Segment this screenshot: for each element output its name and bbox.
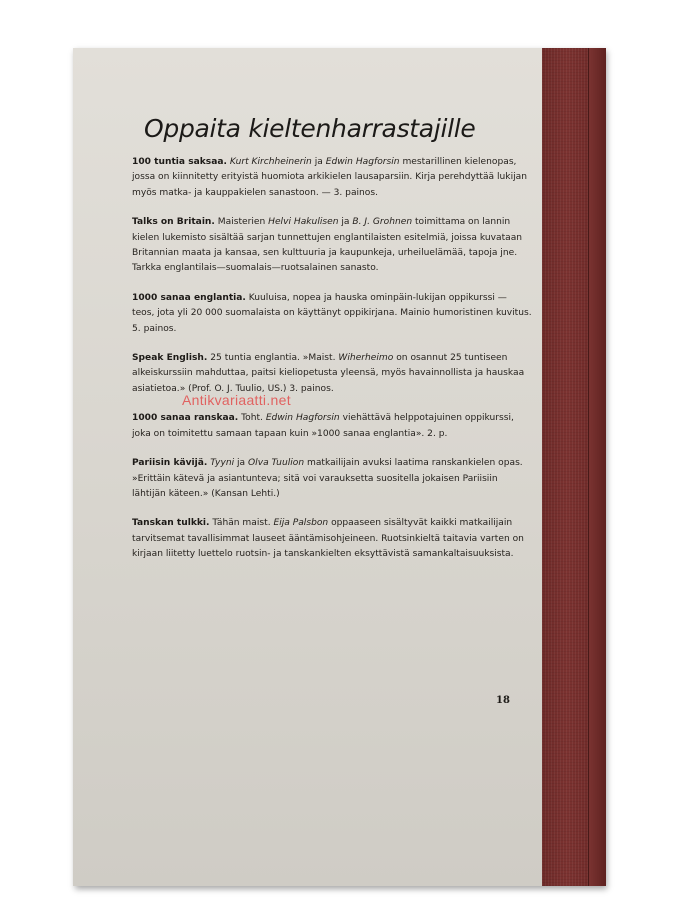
entry-author: Helvi Hakulisen: [268, 217, 339, 228]
entry-text: Maisterien: [214, 217, 269, 228]
entry-text: on osannut 25 tuntiseen alkeiskurssiin mahduttaa, paitsi kieliopetusta yleensä, myös havainnollista ja hauskaa asiatietoa.» (Prof. O. J. Tuulio, US.) 3. painos.: [132, 353, 525, 394]
book-list: [132, 155, 532, 577]
entry-text: Toht.: [238, 413, 266, 424]
list-item: [132, 351, 532, 397]
entry-author: Eija Palsbon: [273, 518, 329, 529]
entry-author: Edwin Hagforsin: [325, 157, 400, 167]
list-item: [132, 155, 532, 201]
list-item: [132, 516, 532, 562]
list-item: [132, 456, 532, 502]
entry-text: Kuuluisa, nopea ja hauska ominpäin-lukijan oppikurssi — teos, jota yli 20 000 suomalaista on käyttänyt oppikirjana. Mainio humoristinen kuvitus. 5. painos.: [132, 292, 532, 334]
entry-author: Olva Tuulion: [248, 458, 305, 469]
entry-text: mestarillinen kielenopas, jossa on kiinnitetty erityistä huomiota arkikielen lausaparsiin. Kirja perehdyttää lukijan myös matka- ja kauppakielen sanastoon. — 3. painos.: [132, 157, 527, 198]
page-heading: Oppaita kieltenharrastajille: [144, 114, 476, 143]
entry-author: Wiherheimo: [338, 353, 394, 364]
entry-text: Tähän maist.: [209, 518, 274, 529]
entry-title: Tanskan tulkki.: [132, 518, 210, 529]
entry-text: matkailijain avuksi laatima ranskankielen opas. »Erittäin kätevä ja asiantunteva; sitä voi varauksetta suositella jokaisen Pariisiin lähtijän käteen.» (Kansan Lehti.): [132, 458, 523, 499]
book-back-cover: [73, 48, 605, 886]
entry-title: 1000 sanaa englantia.: [132, 292, 246, 303]
entry-text: ja: [234, 458, 249, 469]
entry-text: toimittama on lannin kielen lukemisto sisältää sarjan tunnettujen englantilaisten esitelmiä, joissa kuvataan Britannian maata ja kansaa, sen kulttuuria ja kaupunkeja, urheiluelämää, tapoja jne. Tarkka englantilais—suomalais—ruotsalainen sanasto.: [132, 217, 523, 274]
cover-page: [73, 48, 542, 886]
entry-title: Talks on Britain.: [132, 217, 215, 228]
entry-title: 1000 sanaa ranskaa.: [132, 413, 239, 424]
entry-author: Kurt Kirchheinerin: [229, 157, 312, 167]
watermark: Antikvariaatti.net: [182, 392, 291, 408]
entry-author: Edwin Hagforsin: [265, 413, 340, 424]
entry-title: 100 tuntia saksaa.: [132, 157, 227, 167]
entry-author: Tyyni: [210, 458, 235, 469]
entry-author: B. J. Grohnen: [352, 217, 413, 228]
entry-text: ja: [311, 157, 326, 167]
spine-edge: [588, 48, 606, 886]
list-item: [132, 291, 532, 337]
list-item: [132, 215, 532, 277]
list-item: [132, 411, 532, 442]
entry-text: viehättävä helppotajuinen oppikurssi, joka on toimitettu samaan tapaan kuin »1000 sanaa englantia». 2. p.: [132, 413, 514, 439]
entry-title: Pariisin kävijä.: [132, 458, 208, 469]
entry-text: ja: [338, 217, 353, 228]
entry-text: 25 tuntia englantia. »Maist.: [207, 353, 339, 364]
entry-title: Speak English.: [132, 353, 208, 364]
page-number: 18: [496, 695, 510, 706]
entry-text: oppaaseen sisältyvät kaikki matkailijain tarvitsemat tavallisimmat lauseet ääntämisohjeineen. Ruotsinkieltä taitavia varten on kirjaan liitetty luettelo ruotsin- ja tanskankielten eksyttävistä samankaltaisuuksista.: [132, 518, 524, 560]
